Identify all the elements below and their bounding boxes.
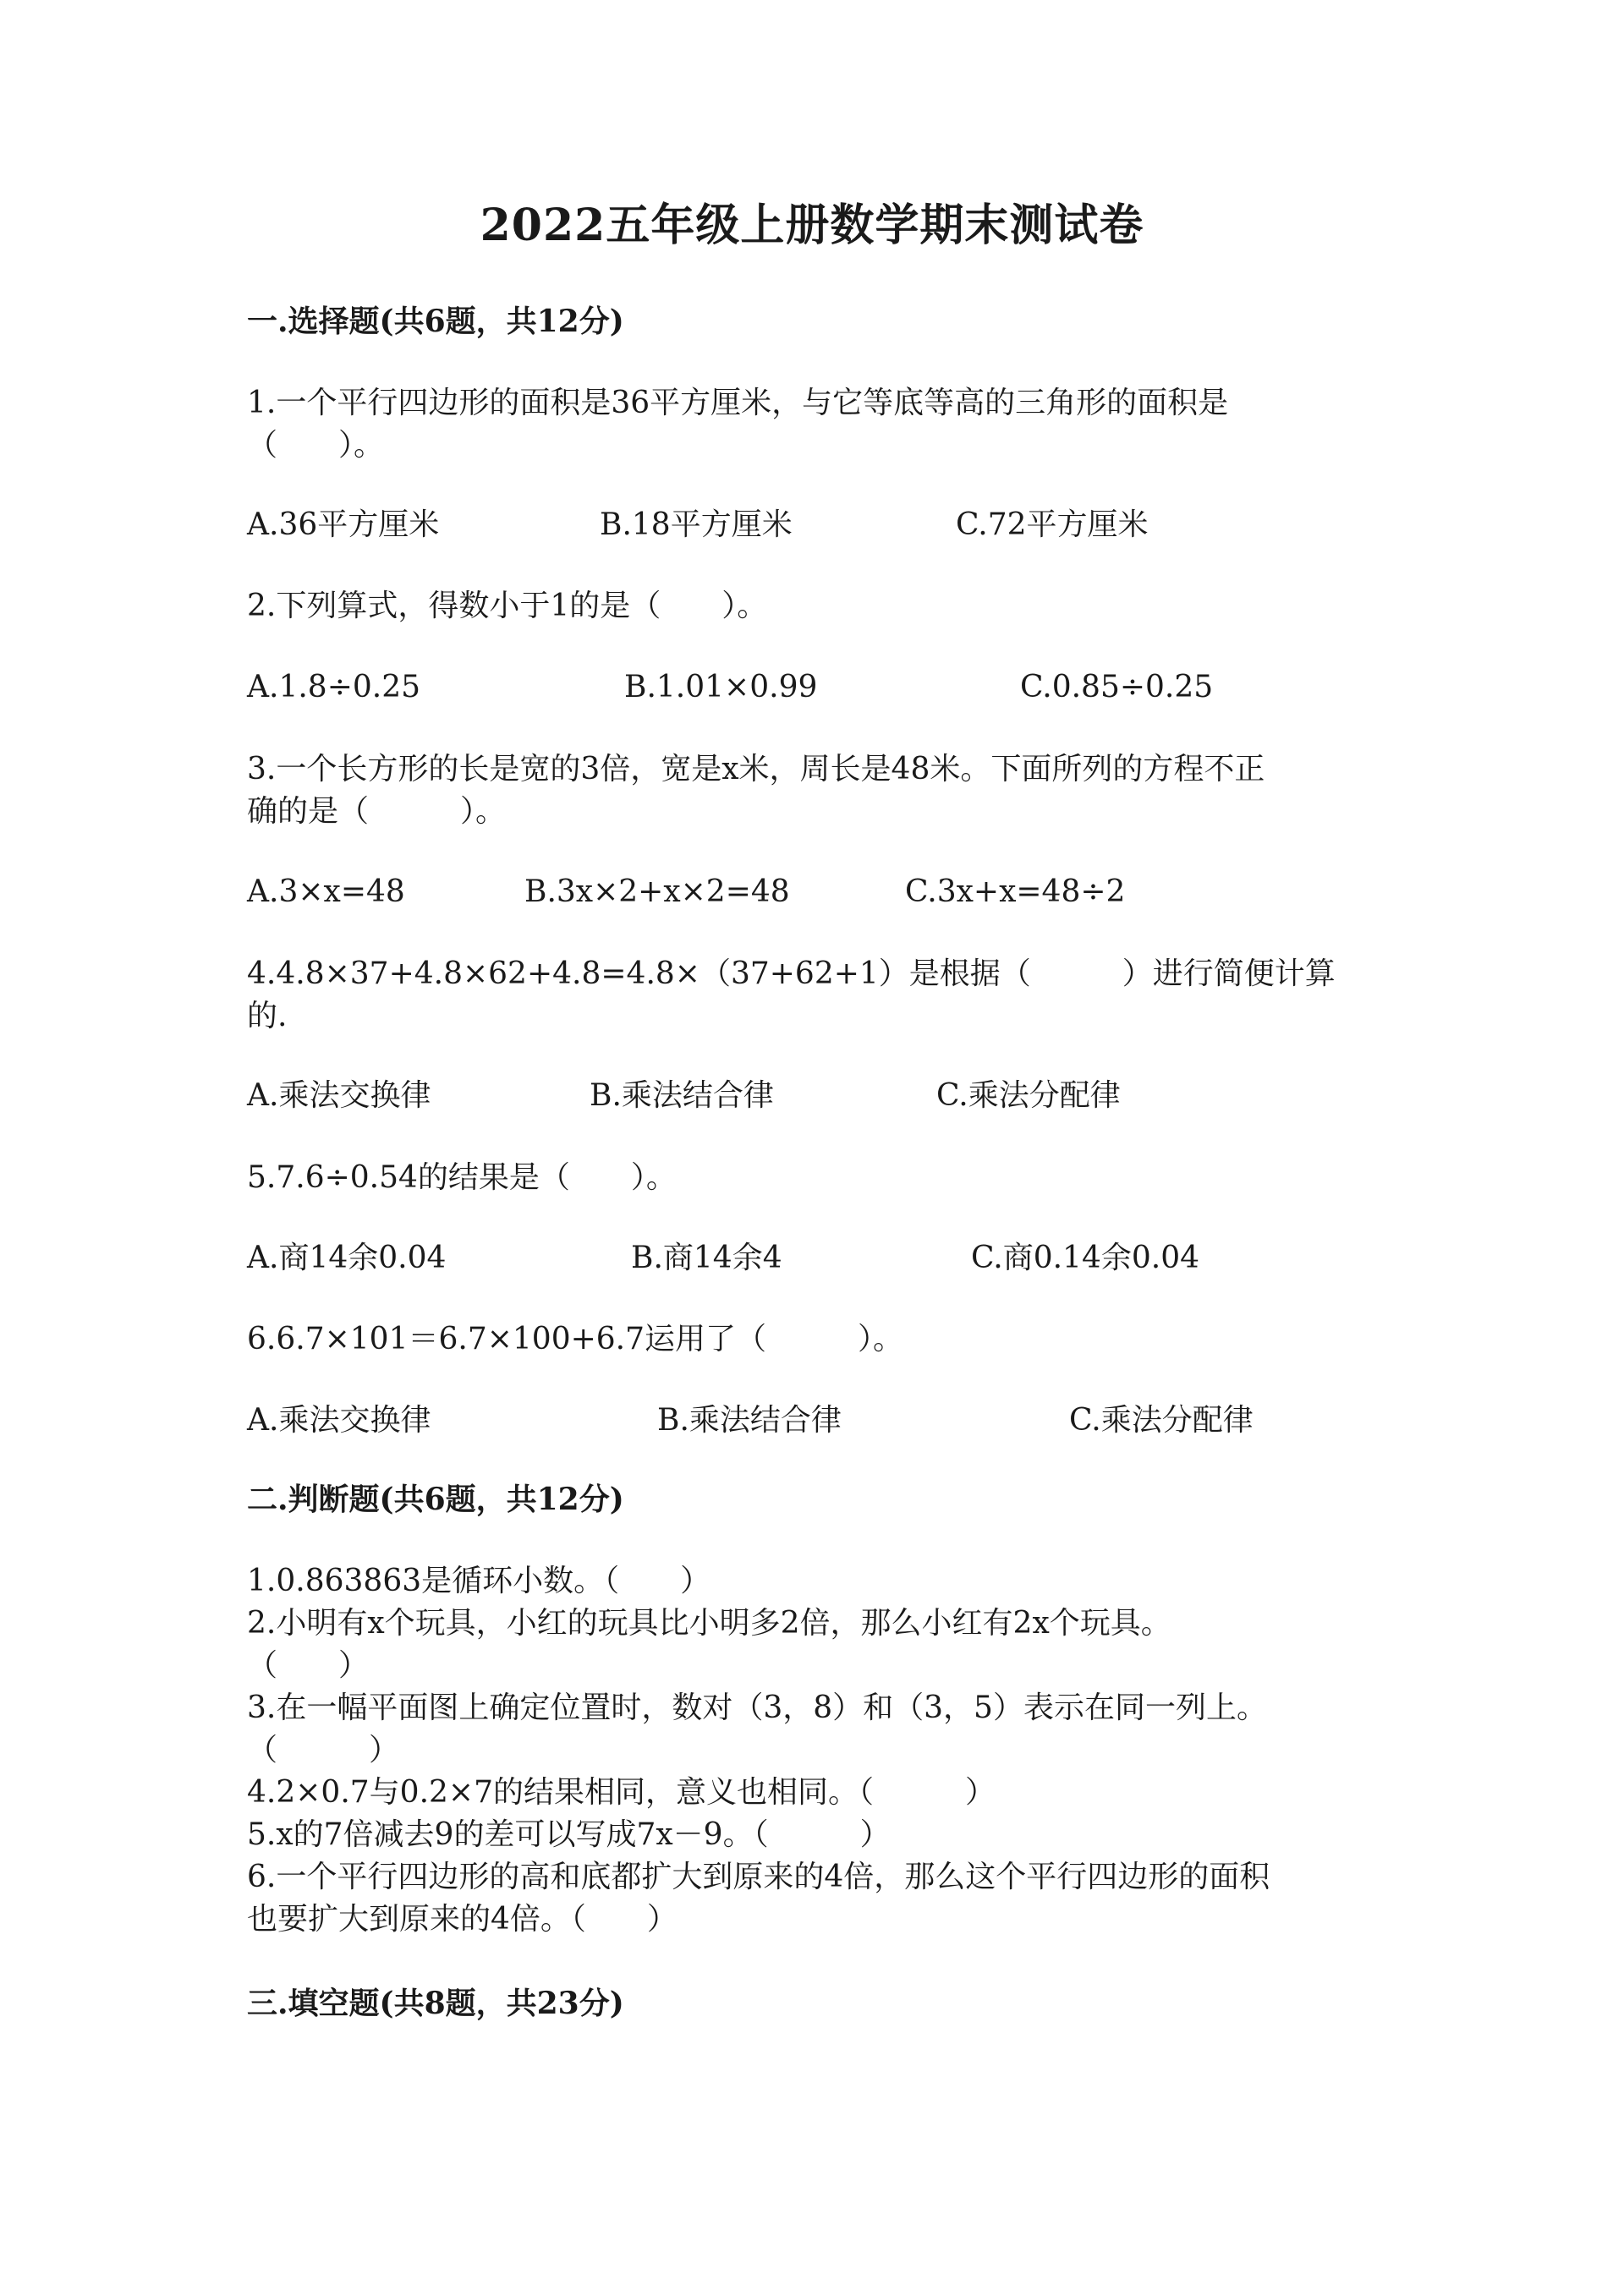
option-c: C.0.85÷0.25 — [1020, 670, 1214, 704]
option-c: C.乘法分配律 — [1069, 1403, 1254, 1438]
judgement-line: （ ） — [247, 1648, 370, 1683]
option-a: A.1.8÷0.25 — [247, 670, 421, 704]
judgement-line: 3.在一幅平面图上确定位置时，数对（3，8）和（3，5）表示在同一列上。 — [247, 1690, 1267, 1725]
question-6-line-1: 6.6.7×101＝6.7×100+6.7运用了（ ）。 — [247, 1322, 904, 1356]
question-3-options — [247, 871, 1431, 913]
option-b: B.18平方厘米 — [600, 507, 793, 542]
judgement-line: 1.0.863863是循环小数。（ ） — [247, 1564, 711, 1598]
page-title: 2022五年级上册数学期末测试卷 — [480, 200, 1144, 251]
section-heading-judgement: 二.判断题(共6题，共12分) — [247, 1482, 624, 1517]
option-b: B.乘法结合律 — [590, 1078, 774, 1113]
question-5-line-1: 5.7.6÷0.54的结果是（ ）。 — [247, 1160, 677, 1195]
section-heading-choice: 一.选择题(共6题，共12分) — [247, 304, 624, 339]
option-b: B.1.01×0.99 — [624, 670, 818, 704]
question-3-line-1: 3.一个长方形的长是宽的3倍，宽是x米，周长是48米。下面所列的方程不正 — [247, 752, 1265, 786]
question-6-options — [247, 1400, 1431, 1442]
section-heading-fill-in: 三.填空题(共8题，共23分) — [247, 1986, 624, 2021]
question-4-line-1: 4.4.8×37+4.8×62+4.8=4.8×（37+62+1）是根据（ ）进行简便计算 — [247, 956, 1336, 991]
option-c: C.3x+x=48÷2 — [905, 874, 1126, 909]
judgement-line: 2.小明有x个玩具，小红的玩具比小明多2倍，那么小红有2x个玩具。 — [247, 1606, 1171, 1641]
option-c: C.乘法分配律 — [936, 1078, 1121, 1113]
judgement-line: 6.一个平行四边形的高和底都扩大到原来的4倍，那么这个平行四边形的面积 — [247, 1860, 1270, 1894]
question-2-line-1: 2.下列算式，得数小于1的是（ ）。 — [247, 589, 768, 623]
option-b: B.商14余4 — [631, 1241, 782, 1275]
question-1-line-2: （ ）。 — [247, 428, 385, 463]
option-c: C.72平方厘米 — [956, 507, 1149, 542]
option-a: A.乘法交换律 — [247, 1078, 431, 1113]
judgement-line: 4.2×0.7与0.2×7的结果相同，意义也相同。（ ） — [247, 1775, 996, 1810]
judgement-line: 也要扩大到原来的4倍。（ ） — [247, 1902, 678, 1937]
question-4-line-2: 的. — [247, 999, 288, 1033]
question-2-options — [247, 666, 1431, 709]
option-b: B.乘法结合律 — [657, 1403, 842, 1438]
option-a: A.3×x=48 — [247, 874, 405, 909]
judgement-line: （ ） — [247, 1733, 400, 1767]
option-b: B.3x×2+x×2=48 — [524, 874, 790, 909]
option-a: A.36平方厘米 — [247, 507, 440, 542]
question-1-line-1: 1.一个平行四边形的面积是36平方厘米，与它等底等高的三角形的面积是 — [247, 386, 1229, 420]
question-4-options — [247, 1075, 1431, 1117]
judgement-line: 5.x的7倍减去9的差可以写成7x－9。（ ） — [247, 1817, 891, 1852]
option-a: A.乘法交换律 — [247, 1403, 431, 1438]
option-c: C.商0.14余0.04 — [971, 1241, 1200, 1275]
question-5-options — [247, 1237, 1431, 1280]
question-3-line-2: 确的是（ ）。 — [247, 794, 507, 829]
question-1-options — [247, 504, 1431, 546]
option-a: A.商14余0.04 — [247, 1241, 447, 1275]
